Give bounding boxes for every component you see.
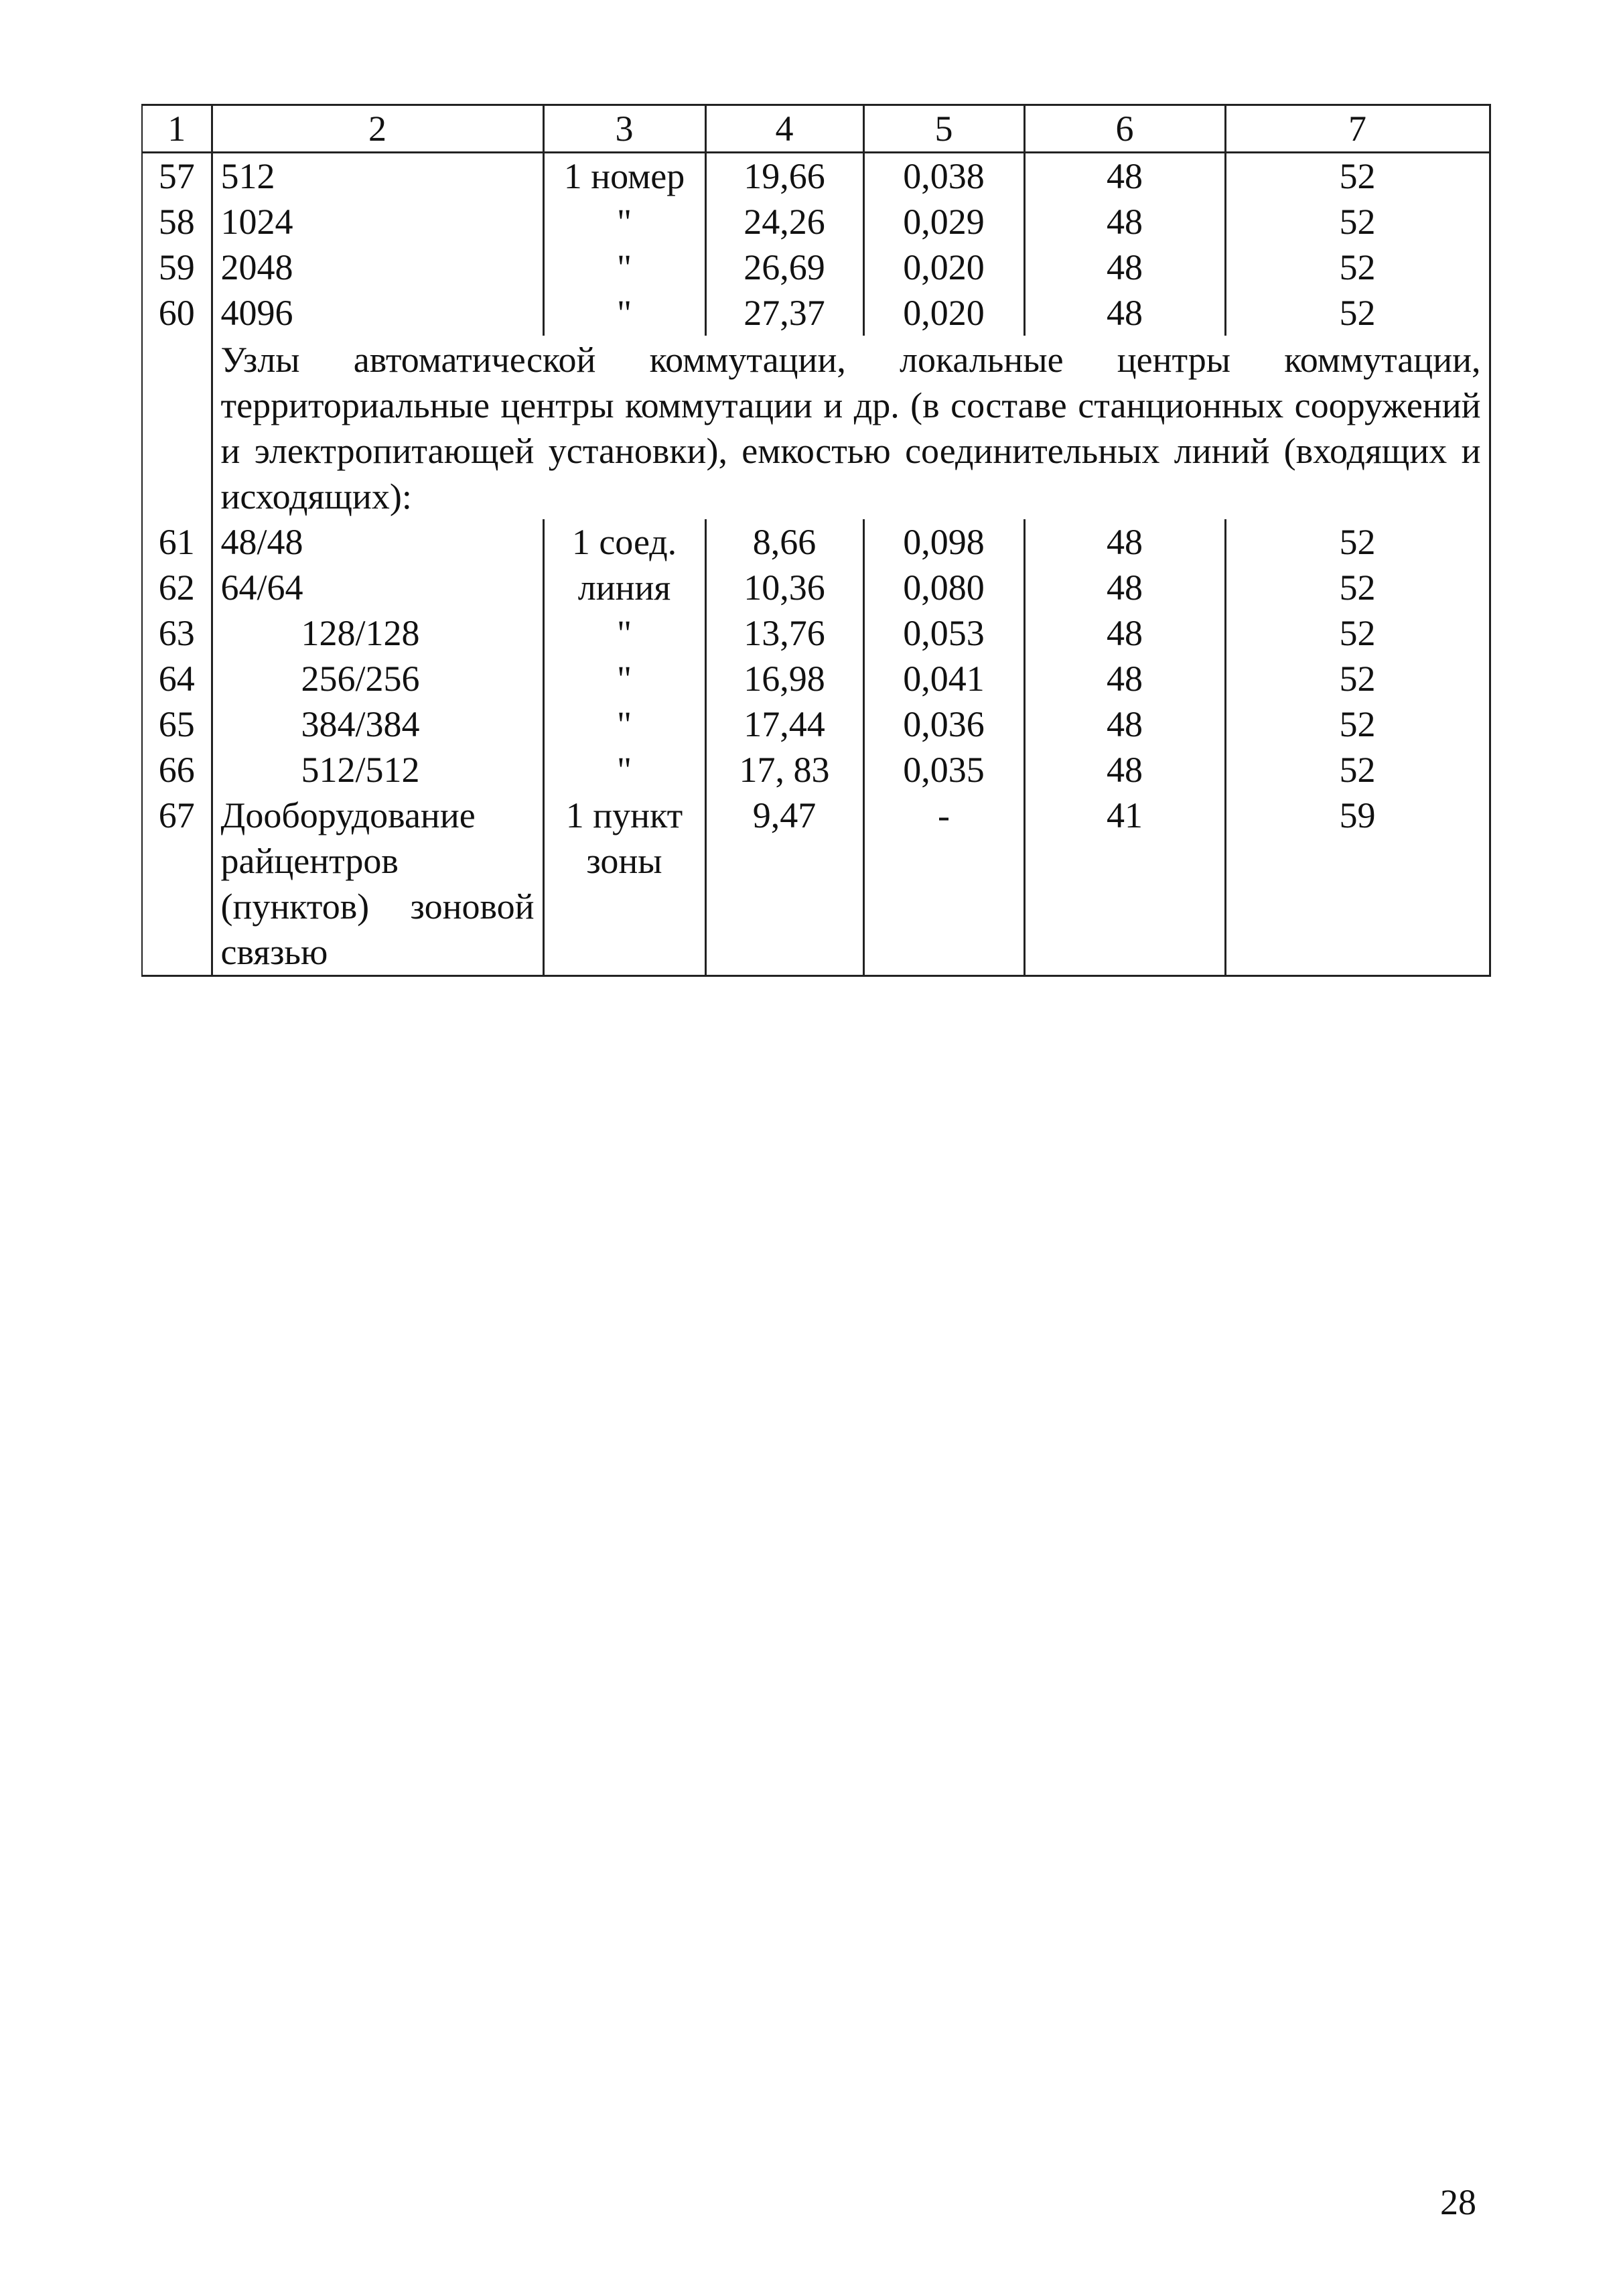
column-header: 4 [705,105,863,153]
value-cell: 0,080 [863,565,1024,610]
value-cell: 0,020 [863,245,1024,290]
table-row [142,245,1490,290]
value-cell: 52 [1225,519,1490,565]
unit-cell: 1 соед. [543,519,705,565]
value-cell: 0,029 [863,199,1024,245]
unit-cell: " [543,245,705,290]
table-row [142,290,1490,336]
header-row [142,105,1490,153]
value-cell: 59 [1225,793,1490,976]
row-number: 58 [142,199,212,245]
unit-cell: " [543,747,705,793]
unit-cell: 1 пункт зоны [543,793,705,976]
value-cell: 0,053 [863,610,1024,656]
row-number: 57 [142,153,212,200]
value-cell: 52 [1225,565,1490,610]
table-row [142,610,1490,656]
capacity-cell: 512 [212,153,543,200]
value-cell: 17,44 [705,701,863,747]
value-cell: 26,69 [705,245,863,290]
unit-cell: " [543,656,705,701]
table-row [142,519,1490,565]
value-cell: 52 [1225,610,1490,656]
value-cell: 48 [1024,519,1225,565]
value-cell: 52 [1225,656,1490,701]
row-number: 60 [142,290,212,336]
row-number: 64 [142,656,212,701]
table-row [142,656,1490,701]
table-row [142,199,1490,245]
capacity-cell: 4096 [212,290,543,336]
value-cell: 0,036 [863,701,1024,747]
row-number: 61 [142,519,212,565]
value-cell: 48 [1024,199,1225,245]
unit-cell: " [543,701,705,747]
unit-cell: линия [543,565,705,610]
capacity-cell: 384/384 [212,701,543,747]
section-title: Узлы автоматической коммутации, локальные центры коммутации, территориальные центры коммутации и др. (в составе станционных сооружений и электропитающей установки), емкостью соединительных линий (входящих и исходящих): [212,336,1490,519]
unit-cell: " [543,610,705,656]
row-number: 67 [142,793,212,976]
unit-cell: 1 номер [543,153,705,200]
unit-cell: " [543,199,705,245]
value-cell: 52 [1225,290,1490,336]
value-cell: 10,36 [705,565,863,610]
column-header: 3 [543,105,705,153]
capacity-cell: 1024 [212,199,543,245]
value-cell: 0,041 [863,656,1024,701]
value-cell: 17, 83 [705,747,863,793]
table-row [142,701,1490,747]
capacity-cell: 256/256 [212,656,543,701]
value-cell: 52 [1225,245,1490,290]
value-cell: 48 [1024,153,1225,200]
capacity-cell: 2048 [212,245,543,290]
value-cell: 48 [1024,701,1225,747]
column-header: 5 [863,105,1024,153]
table-row [142,565,1490,610]
value-cell: 0,098 [863,519,1024,565]
value-cell: 41 [1024,793,1225,976]
unit-cell: " [543,290,705,336]
row-number: 65 [142,701,212,747]
table-row [142,793,1490,976]
value-cell: 24,26 [705,199,863,245]
value-cell: 19,66 [705,153,863,200]
empty-cell [142,336,212,519]
value-cell: - [863,793,1024,976]
capacity-cell: 512/512 [212,747,543,793]
capacity-cell: 128/128 [212,610,543,656]
value-cell: 16,98 [705,656,863,701]
column-header: 1 [142,105,212,153]
row-number: 62 [142,565,212,610]
cost-table [141,104,1491,977]
column-header: 7 [1225,105,1490,153]
value-cell: 52 [1225,701,1490,747]
capacity-cell: 48/48 [212,519,543,565]
value-cell: 52 [1225,747,1490,793]
value-cell: 48 [1024,565,1225,610]
page-number: 28 [1440,2182,1476,2222]
value-cell: 8,66 [705,519,863,565]
table-row [142,747,1490,793]
value-cell: 9,47 [705,793,863,976]
row-number: 66 [142,747,212,793]
value-cell: 48 [1024,245,1225,290]
value-cell: 48 [1024,610,1225,656]
value-cell: 0,035 [863,747,1024,793]
value-cell: 0,020 [863,290,1024,336]
capacity-cell: Дооборудование райцентров (пунктов) зоновой связью [212,793,543,976]
column-header: 2 [212,105,543,153]
row-number: 63 [142,610,212,656]
value-cell: 52 [1225,153,1490,200]
row-number: 59 [142,245,212,290]
section-row [142,336,1490,519]
value-cell: 27,37 [705,290,863,336]
value-cell: 48 [1024,747,1225,793]
value-cell: 52 [1225,199,1490,245]
value-cell: 48 [1024,290,1225,336]
value-cell: 13,76 [705,610,863,656]
column-header: 6 [1024,105,1225,153]
table-row [142,153,1490,200]
value-cell: 48 [1024,656,1225,701]
capacity-cell: 64/64 [212,565,543,610]
value-cell: 0,038 [863,153,1024,200]
